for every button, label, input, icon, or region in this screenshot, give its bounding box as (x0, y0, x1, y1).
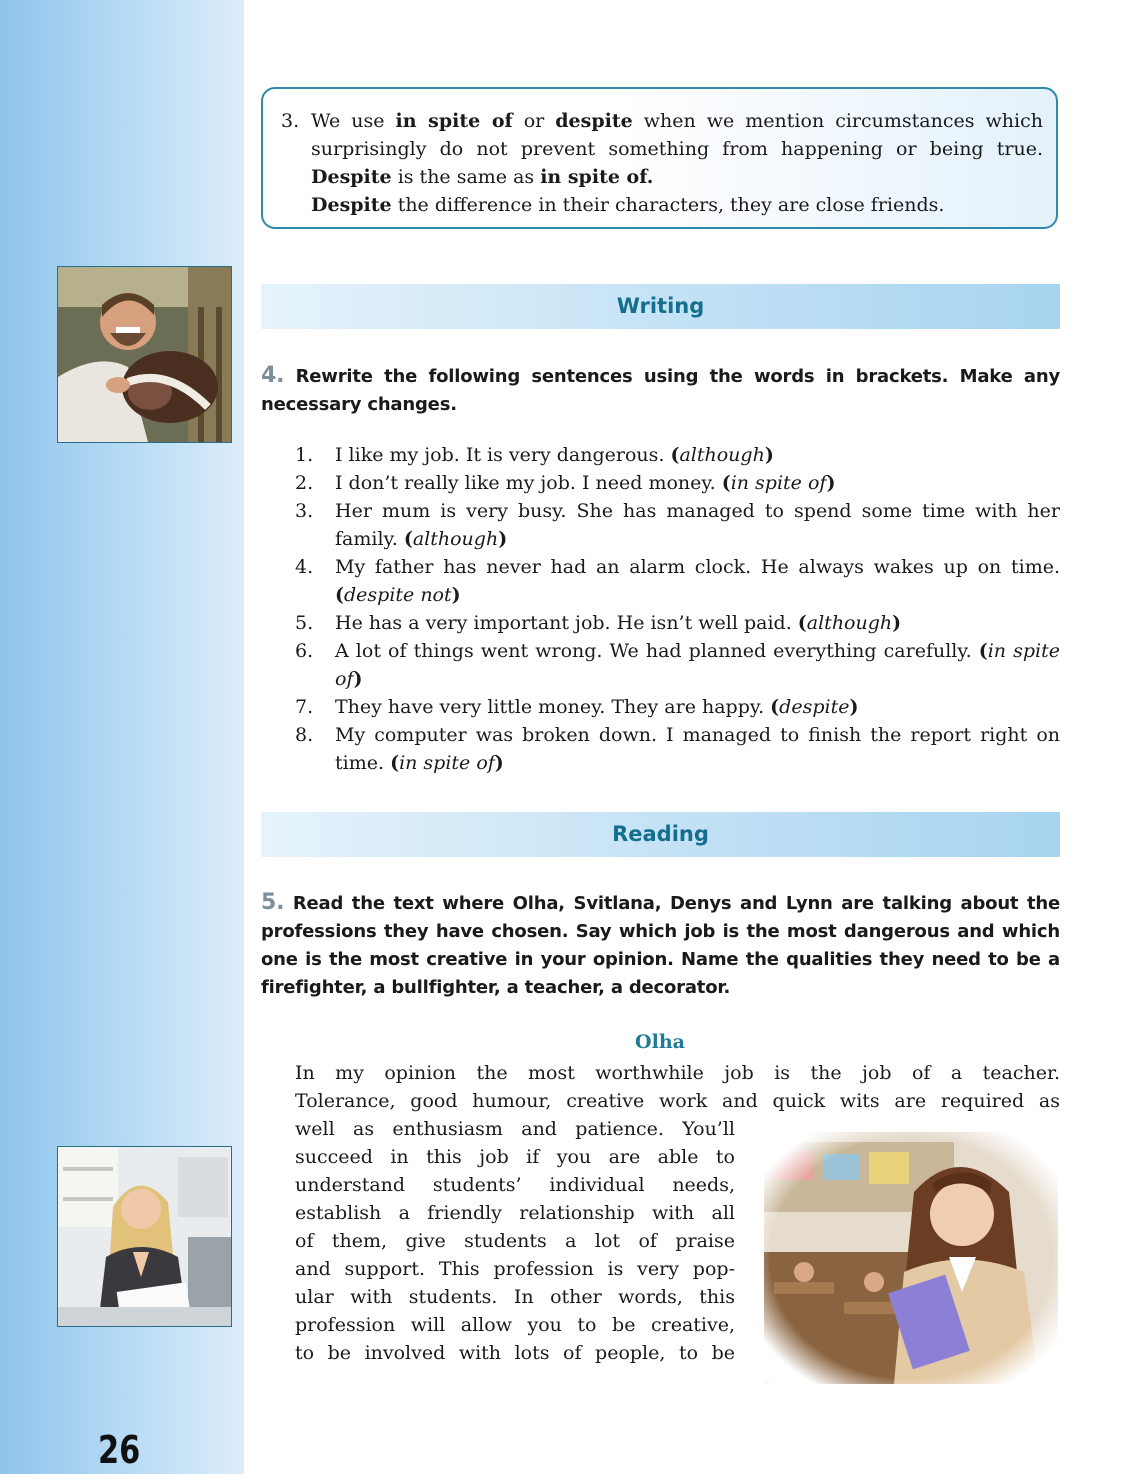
exercise-item (295, 497, 1060, 553)
exercise-item-hint-word: although (806, 612, 893, 634)
exercise-item (295, 553, 1060, 609)
exercise-item-hint-word: although (679, 444, 765, 466)
photo-teacher (764, 1132, 1058, 1384)
rule-keyword: Despite (311, 166, 392, 188)
exercise-item-hint: (despite) (770, 696, 859, 718)
exercise-item-hint-word: in spite of (335, 640, 1060, 690)
task-text: Read the text where Olha, Svitlana, Denys and Lynn are talking about the professions they have chosen. Say which job is the most dangerous and which one is the most creative in your opinion. Name the qualities they need to be a firefighter, a bullfighter, a teacher, a decorator. (261, 893, 1060, 998)
rule-part: We use (311, 110, 385, 132)
exercise-item-hint-word: in spite of (399, 752, 495, 774)
speaker-text-line: establish a friendly relationship with all (295, 1202, 735, 1224)
exercise-item-text: I like my job. It is very dangerous. (335, 444, 665, 466)
rule-part: or (523, 110, 545, 132)
speaker-text-line: and support. This profession is very pop- (295, 1258, 735, 1280)
exercise-item (295, 609, 1060, 637)
exercise-item (295, 469, 1060, 497)
exercise-item-number: 5. (295, 612, 314, 634)
page-number: 26 (98, 1428, 141, 1472)
exercise-item-hint-word: despite not (344, 584, 452, 606)
rule-keyword: in spite of (395, 110, 513, 132)
rule-example-keyword: Despite (311, 194, 392, 216)
exercise-item-hint: (although) (670, 444, 774, 466)
rule-keyword: despite (555, 110, 633, 132)
exercise-item-hint: (despite not) (335, 584, 461, 606)
grammar-rule-box (261, 87, 1058, 229)
photo-farmer-with-calf (57, 266, 232, 443)
exercise-item-hint: (although) (797, 612, 902, 634)
exercise-item (295, 441, 1060, 469)
section-header-writing: Writing (261, 284, 1060, 329)
exercise-list (295, 441, 1060, 777)
exercise-item-number: 3. (295, 500, 314, 522)
exercise-item-number: 2. (295, 472, 314, 494)
speaker-text-line: ular with students. In other words, this (295, 1286, 735, 1308)
rule-number: 3. (281, 110, 300, 132)
speaker-text-line: to be involved with lots of people, to be (295, 1342, 735, 1364)
exercise-item-hint-word: although (412, 528, 499, 550)
exercise-item-hint: (although) (403, 528, 508, 550)
rule-example-text: the difference in their characters, they are close friends. (397, 194, 945, 216)
rule-part: when we mention circumstances which surprisingly do not prevent something from happening or being true. (311, 110, 1043, 160)
speaker-text-line: Tolerance, good humour, creative work and quick wits are required as (295, 1090, 1060, 1112)
section-header-reading: Reading (261, 812, 1060, 857)
speaker-text-line: understand students’ individual needs, (295, 1174, 735, 1196)
exercise-item-text: I don’t really like my job. I need money. (335, 472, 716, 494)
task-number: 4. (261, 363, 285, 388)
speaker-text-line: succeed in this job if you are able to (295, 1146, 735, 1168)
rule-text (281, 107, 1043, 219)
exercise-item-hint: (in spite of) (390, 752, 504, 774)
exercise-item-number: 6. (295, 640, 314, 662)
exercise-item-text: He has a very important job. He isn’t well paid. (335, 612, 792, 634)
exercise-item-text: They have very little money. They are happy. (335, 696, 765, 718)
exercise-item-number: 4. (295, 556, 314, 578)
rule-example (311, 191, 1043, 219)
speaker-text-line: In my opinion the most worthwhile job is the job of a teacher. (295, 1062, 1060, 1084)
task-5-instructions (261, 889, 1060, 1002)
exercise-item-number: 7. (295, 696, 314, 718)
speaker-text-line: well as enthusiasm and patience. You’ll (295, 1118, 735, 1140)
exercise-item-hint: (in spite of) (335, 640, 1060, 690)
exercise-item-number: 1. (295, 444, 314, 466)
task-number: 5. (261, 890, 285, 915)
exercise-item-hint: (in spite of) (721, 472, 836, 494)
rule-part: is the same as (397, 166, 535, 188)
exercise-item-text: My father has never had an alarm clock. He always wakes up on time. (335, 556, 1060, 578)
exercise-item-text: A lot of things went wrong. We had planned everything carefully. (335, 640, 972, 662)
task-text: Rewrite the following sentences using the words in brackets. Make any necessary changes. (261, 366, 1061, 415)
speaker-name: Olha (635, 1031, 685, 1053)
exercise-item (295, 637, 1060, 693)
rule-keyword: in spite of (540, 166, 647, 188)
exercise-item-text: Her mum is very busy. She has managed to spend some time with her family. (335, 500, 1060, 550)
rule-part: . (646, 166, 654, 188)
speaker-text-line: profession will allow you to be creative, (295, 1314, 735, 1336)
exercise-item (295, 693, 1060, 721)
exercise-item-hint-word: despite (779, 696, 850, 718)
exercise-item-number: 8. (295, 724, 314, 746)
exercise-item (295, 721, 1060, 777)
photo-office-woman (57, 1146, 232, 1327)
rule-body (311, 107, 1043, 219)
speaker-text-line: of them, give students a lot of praise (295, 1230, 735, 1252)
exercise-item-hint-word: in spite of (730, 472, 827, 494)
exercise-item-text: My computer was broken down. I managed to finish the report right on time. (335, 724, 1060, 774)
task-4-instructions (261, 362, 1060, 419)
